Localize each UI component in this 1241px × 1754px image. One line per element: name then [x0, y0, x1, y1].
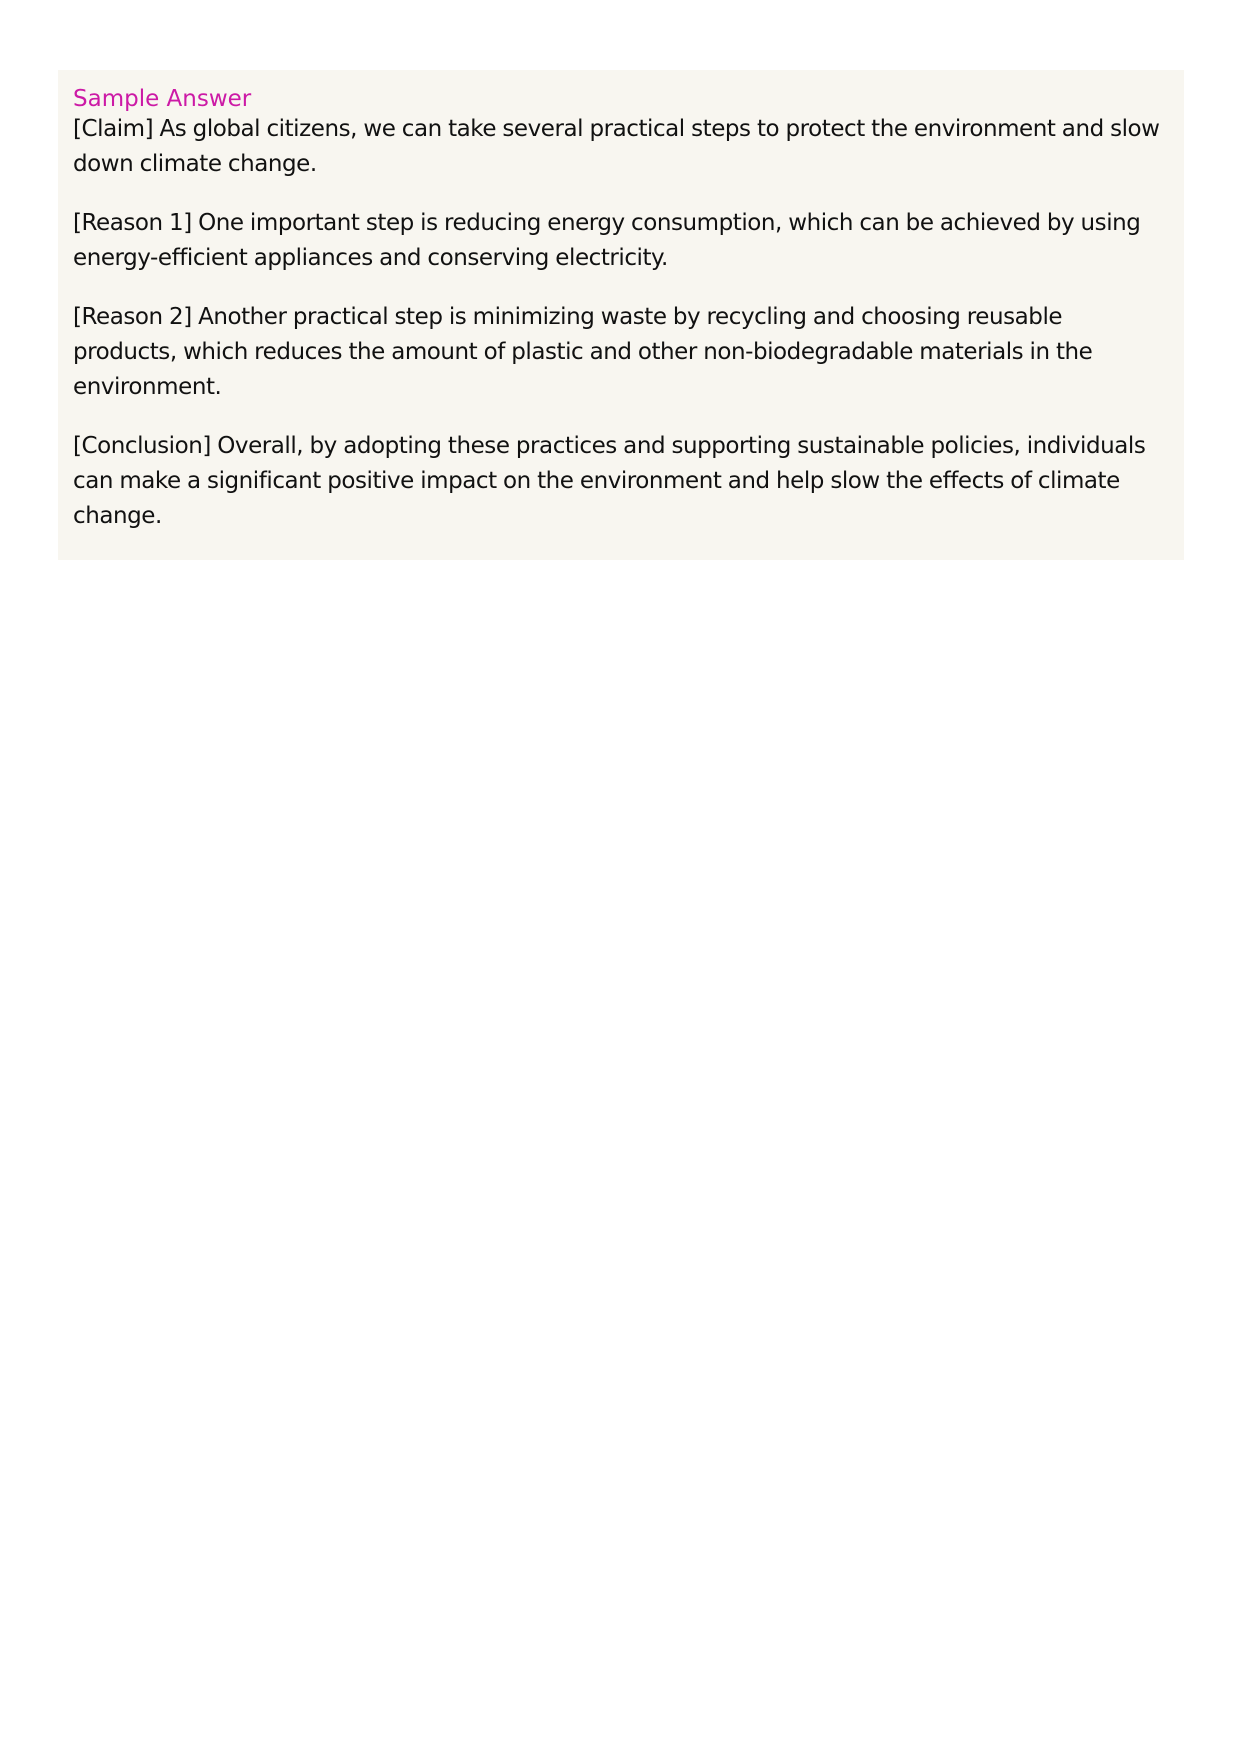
- reason-2-paragraph: [Reason 2] Another practical step is minimizing waste by recycling and choosing reusable products, which reduces the amount of plastic and other non-biodegradable materials in the environment.: [73, 304, 1093, 400]
- sample-answer-box: [58, 70, 1184, 560]
- conclusion-paragraph: [Conclusion] Overall, by adopting these practices and supporting sustainable policies, individuals can make a significant positive impact on the environment and help slow the effects of climate change.: [73, 433, 1146, 529]
- reason-1-paragraph: [Reason 1] One important step is reducing energy consumption, which can be achieved by using energy-efficient appliances and conserving electricity.: [73, 210, 1141, 271]
- sample-answer-title: Sample Answer: [73, 86, 252, 112]
- claim-paragraph: [Claim] As global citizens, we can take several practical steps to protect the environment and slow down climate change.: [73, 116, 1160, 177]
